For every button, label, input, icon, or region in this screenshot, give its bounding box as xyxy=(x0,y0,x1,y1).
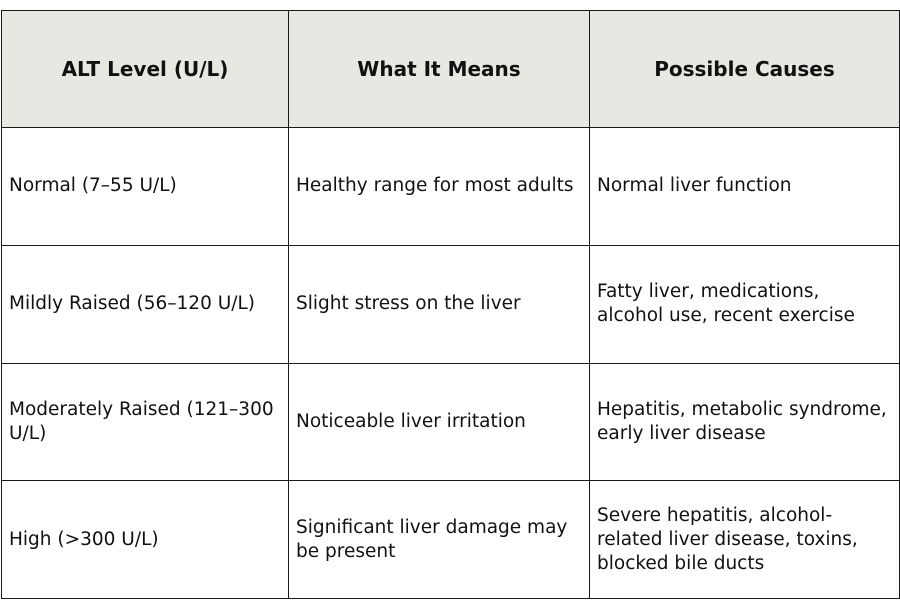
cell-meaning: Noticeable liver irritation xyxy=(289,363,590,481)
alt-levels-table xyxy=(1,10,900,599)
cell-causes: Severe hepatitis, alcohol-related liver disease, toxins, blocked bile ducts xyxy=(590,481,900,599)
header-what-it-means: What It Means xyxy=(289,11,590,128)
header-possible-causes: Possible Causes xyxy=(590,11,900,128)
cell-meaning: Significant liver damage may be present xyxy=(289,481,590,599)
header-alt-level: ALT Level (U/L) xyxy=(2,11,289,128)
cell-alt-level: Mildly Raised (56–120 U/L) xyxy=(2,245,289,363)
cell-alt-level: Moderately Raised (121–300 U/L) xyxy=(2,363,289,481)
alt-levels-table-container xyxy=(1,10,899,599)
cell-alt-level: High (>300 U/L) xyxy=(2,481,289,599)
cell-meaning: Healthy range for most adults xyxy=(289,128,590,246)
table-row xyxy=(2,481,900,599)
table-body xyxy=(2,128,900,599)
cell-meaning: Slight stress on the liver xyxy=(289,245,590,363)
header-row xyxy=(2,11,900,128)
cell-causes: Normal liver function xyxy=(590,128,900,246)
cell-causes: Fatty liver, medications, alcohol use, recent exercise xyxy=(590,245,900,363)
table-row xyxy=(2,128,900,246)
table-header xyxy=(2,11,900,128)
table-row xyxy=(2,363,900,481)
table-row xyxy=(2,245,900,363)
cell-alt-level: Normal (7–55 U/L) xyxy=(2,128,289,246)
cell-causes: Hepatitis, metabolic syndrome, early liver disease xyxy=(590,363,900,481)
